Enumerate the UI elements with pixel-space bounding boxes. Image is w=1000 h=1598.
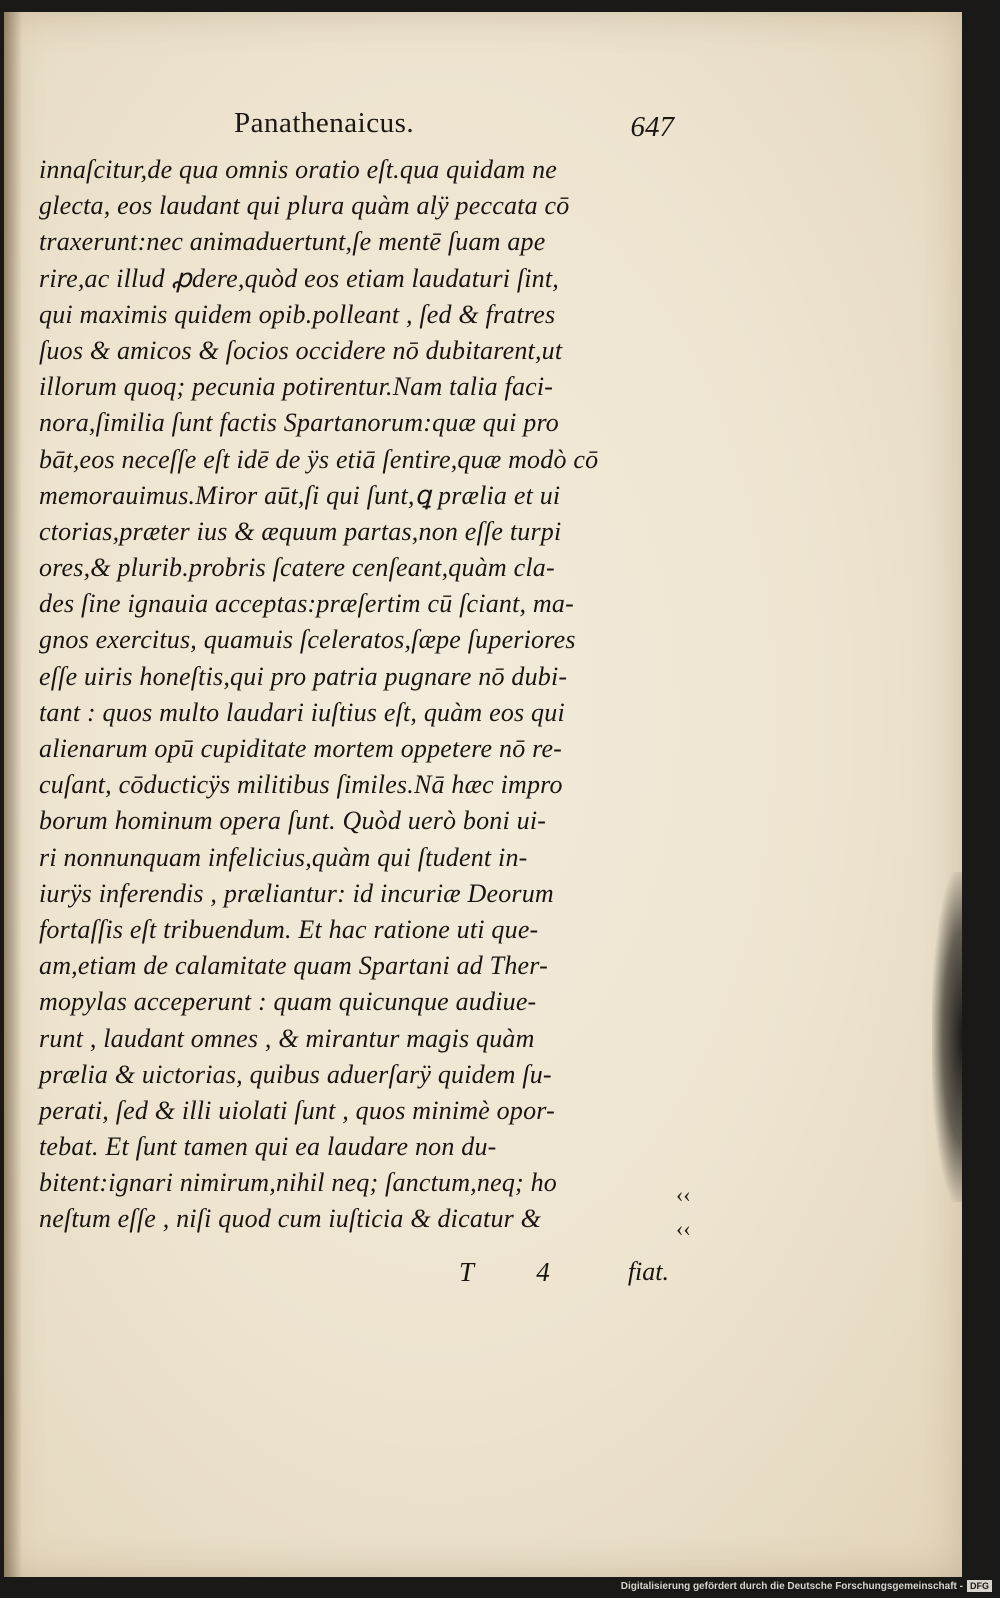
text-line: tebat. Et ſunt tamen qui ea laudare non du- [39,1132,497,1162]
text-line: rire,ac illud ꝓdere,quòd eos etiam laudaturi ſint, [39,263,559,293]
text-line: illorum quoq; pecunia potirentur.Nam talia faci- [39,372,554,402]
running-title: Panathenaicus. [234,107,415,139]
margin-mark: ‹‹ [676,1216,691,1241]
text-line: alienarum opū cupiditate mortem oppetere nō re- [39,734,563,763]
text-line: perati, ſed & illi uiolati ſunt , quos minimè opor- [39,1095,555,1125]
page-number: 647 [630,111,674,143]
text-line: iurÿs inferendis , præliantur: id incuriæ Deorum [39,878,554,908]
text-line: ri nonnunquam infelicius,quàm qui ſtudent in- [39,842,528,872]
digitization-credit [621,1579,992,1593]
text-line: fortaſſis eſt tribuendum. Et hac ratione uti que- [39,914,539,944]
text-line: ctorias,præter ius & æquum partas,non eſſe turpi [39,516,562,546]
text-line: runt , laudant omnes , & mirantur magis quàm [39,1023,535,1053]
margin-mark: ‹‹ [676,1182,691,1207]
text-line: bāt,eos neceſſe eſt idē de ÿs etiā ſentire,quæ modò cō [39,444,599,474]
text-line: ſuos & amicos & ſocios occidere nō dubitarent,ut [39,335,563,365]
page-edge-shadow [932,872,962,1202]
text-line: traxerunt:nec animaduertunt,ſe mentē ſuam ape [39,227,546,257]
text-line: am,etiam de calamitate quam Spartani ad Ther- [39,951,548,981]
text-line: bitent:ignari nimirum,nihil neq; ſanctum,neq; ho [39,1168,557,1198]
text-line: cuſant, cōducticÿs militibus ſimiles.Nā hæc impro [39,770,563,800]
book-page [4,12,962,1577]
text-line: tant : quos multo laudari iuſtius eſt, quàm eos qui [39,697,565,727]
text-line: gnos exercitus, quamuis ſceleratos,ſæpe ſuperiores [39,625,576,655]
text-line: ores,& plurib.probris ſcatere cenſeant,quàm cla- [39,553,555,583]
text-line: memorauimus.Miror aūt,ſi qui ſunt,ꝗ prælia et ui [39,480,561,510]
text-line: neſtum eſſe , niſi quod cum iuſticia & dicatur & [39,1204,542,1234]
text-line: prælia & uictorias, quibus aduerſarÿ quidem ſu- [39,1059,552,1089]
text-line: innaſcitur,de qua omnis oratio eſt.qua quidam ne [39,155,558,184]
text-line: glecta, eos laudant qui plura quàm alÿ peccata cō [39,191,570,221]
body-text [39,152,669,1238]
page-header [234,107,674,153]
text-line: nora,ſimilia ſunt factis Spartanorum:quæ qui pro [39,408,560,438]
text-line: mopylas acceperunt : quam quicunque audiue- [39,987,537,1017]
text-line: eſſe uiris honeſtis,qui pro patria pugnare nō dubi- [39,661,568,691]
text-line: borum hominum opera ſunt. Quòd uerò boni ui- [39,806,547,836]
text-line: qui maximis quidem opib.polleant , ſed & fratres [39,299,556,329]
catchword: fiat. [627,1257,669,1286]
catchline [39,1257,669,1297]
signature-mark: T 4 [459,1257,578,1287]
credit-text: Digitalisierung gefördert durch die Deutsche Forschungsgemeinschaft - [620,1580,963,1592]
text-line: des ſine ignauia acceptas:præſertim cū ſciant, ma- [39,589,574,619]
margin-quote-marks [676,1178,716,1248]
dfg-logo: DFG [967,1580,992,1592]
